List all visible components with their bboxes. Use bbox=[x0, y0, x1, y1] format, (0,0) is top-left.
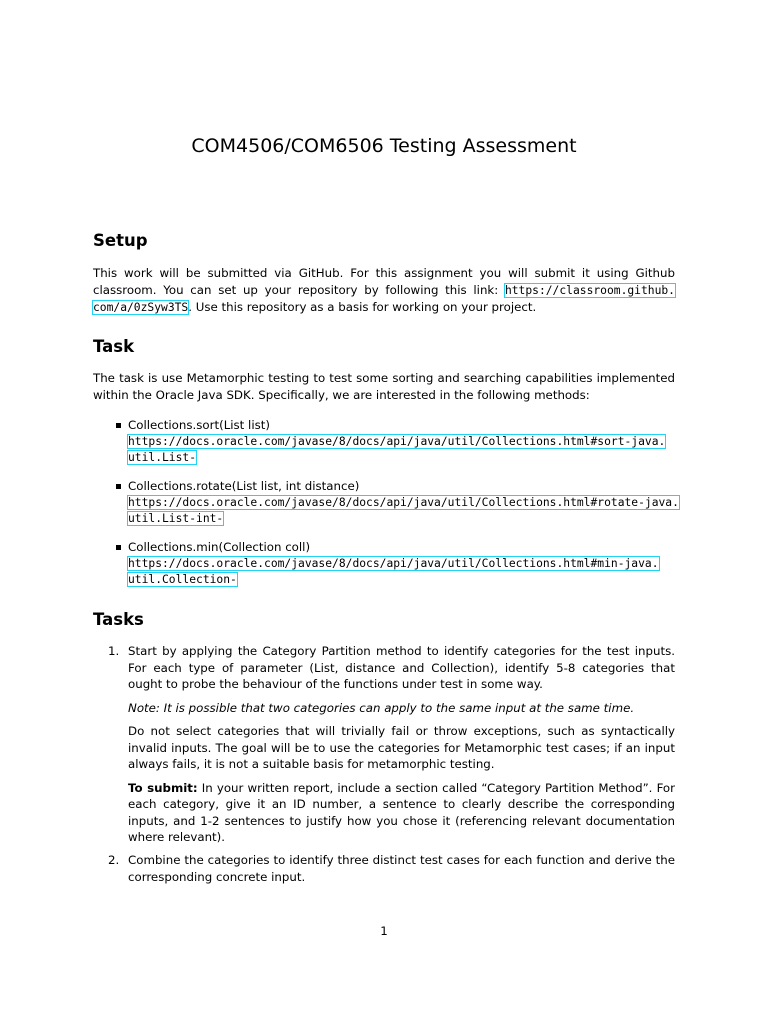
method-doc-link-line-2[interactable]: util.List- bbox=[128, 451, 197, 464]
bullet-body bbox=[128, 539, 677, 589]
method-doc-link-line-1[interactable]: https://docs.oracle.com/javase/8/docs/api/java/util/Collections.html#min-java. bbox=[128, 556, 659, 570]
method-name: Collections.rotate(List list, int distance) bbox=[128, 479, 360, 493]
method-doc-link-line-1[interactable]: https://docs.oracle.com/javase/8/docs/api/java/util/Collections.html#rotate-java. bbox=[128, 495, 679, 509]
setup-text-1: This work will be submitted via GitHub. For this assignment you will submit it using Github classroom. You can set up your repository by following this link: bbox=[93, 266, 675, 297]
method-name: Collections.sort(List list) bbox=[128, 418, 270, 432]
task-paragraph: Do not select categories that will trivially fail or throw exceptions, such as syntactically invalid inputs. The goal will be to use the categories for Metamorphic test cases; if an input always fails, it is not a suitable basis for metamorphic testing. bbox=[128, 724, 675, 771]
method-doc-link[interactable] bbox=[128, 495, 677, 512]
task-body bbox=[128, 643, 675, 853]
task-paragraph: Start by applying the Category Partition method to identify categories for the test inputs. For each type of parameter (List, distance and Collection), identify 5-8 categories that ought to probe the behaviour of the functions under test in some way. bbox=[128, 644, 675, 691]
bullet-icon bbox=[116, 545, 121, 550]
task-number: 2. bbox=[108, 853, 120, 867]
task-number: 1. bbox=[108, 644, 120, 658]
document-title: COM4506/COM6506 Testing Assessment bbox=[191, 135, 577, 157]
submit-text: In your written report, include a section called “Category Partition Method”. For each category, give it an ID number, a sentence to clearly describe the corresponding inputs, and 1-2 sentences to justify how you chose it (referencing relevant documentation where relevant). bbox=[128, 780, 676, 844]
task-body bbox=[128, 852, 675, 892]
setup-paragraph bbox=[93, 265, 675, 317]
setup-text-2: . Use this repository as a basis for working on your project. bbox=[188, 300, 537, 314]
method-doc-link-continued[interactable] bbox=[128, 572, 677, 589]
classroom-link-part-2[interactable]: com/a/0zSyw3TS bbox=[93, 301, 189, 314]
task-intro: The task is use Metamorphic testing to test some sorting and searching capabilities implemented within the Oracle Java SDK. Specifically, we are interested in the following methods: bbox=[93, 371, 675, 402]
method-doc-link[interactable] bbox=[128, 556, 677, 573]
bullet-body bbox=[128, 478, 677, 528]
method-doc-link-continued[interactable] bbox=[128, 511, 677, 528]
task-submit-paragraph bbox=[128, 780, 675, 846]
bullet-body bbox=[128, 417, 677, 467]
method-doc-link-line-2[interactable]: util.Collection- bbox=[128, 573, 237, 586]
task-note: Note: It is possible that two categories can apply to the same input at the same time. bbox=[128, 700, 635, 715]
section-heading-setup: Setup bbox=[93, 231, 148, 250]
bullet-icon bbox=[116, 423, 121, 428]
method-doc-link-line-2[interactable]: util.List-int- bbox=[128, 512, 224, 525]
method-doc-link-continued[interactable] bbox=[128, 450, 677, 467]
section-heading-tasks: Tasks bbox=[93, 610, 144, 629]
task-paragraph: Combine the categories to identify three distinct test cases for each function and derive the corresponding concrete input. bbox=[128, 853, 675, 884]
page-number: 1 bbox=[380, 924, 388, 938]
submit-label: To submit: bbox=[128, 780, 198, 795]
classroom-link-part-1[interactable]: https://classroom.github. bbox=[504, 283, 675, 297]
bullet-icon bbox=[116, 484, 121, 489]
method-name: Collections.min(Collection coll) bbox=[128, 540, 311, 554]
method-doc-link-line-1[interactable]: https://docs.oracle.com/javase/8/docs/api/java/util/Collections.html#sort-java. bbox=[128, 434, 666, 448]
method-doc-link[interactable] bbox=[128, 434, 677, 451]
section-heading-task: Task bbox=[93, 337, 135, 356]
